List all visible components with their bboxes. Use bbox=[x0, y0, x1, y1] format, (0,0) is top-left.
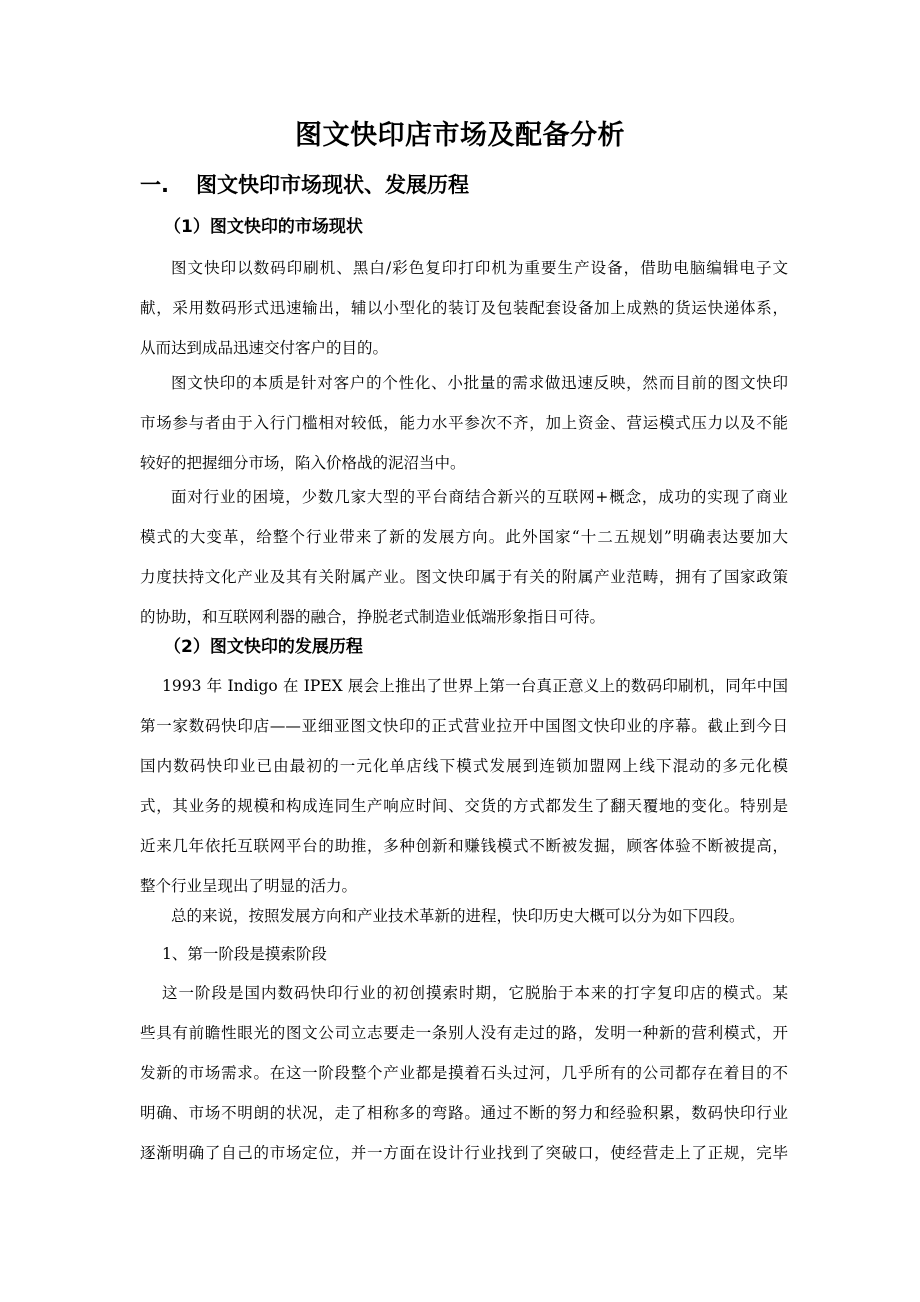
text-line: 近来几年依托互联网平台的助推，多种创新和赚钱模式不断被发掘，顾客体验不断被提高， bbox=[140, 837, 788, 855]
subsection-heading-history: （2）图文快印的发展历程 bbox=[164, 637, 363, 657]
text-line: 式，其业务的规模和构成连同生产响应时间、交货的方式都发生了翻天覆地的变化。特别是 bbox=[140, 797, 788, 815]
text-line: 模式的大变革，给整个行业带来了新的发展方向。此外国家“十二五规划”明确表达要加大 bbox=[140, 528, 788, 546]
text-line: 发新的市场需求。在这一阶段整个产业都是摸着石头过河，几乎所有的公司都存在着目的不 bbox=[140, 1064, 788, 1082]
text-line: 总的来说，按照发展方向和产业技术革新的进程，快印历史大概可以分为如下四段。 bbox=[171, 907, 745, 925]
text-line: 第一家数码快印店——亚细亚图文快印的正式营业拉开中国图文快印业的序幕。截止到今日 bbox=[140, 717, 788, 735]
paragraph-history bbox=[140, 666, 788, 906]
text-line: 国内数码快印业已由最初的一元化单店线下模式发展到连锁加盟网上线下混动的多元化模 bbox=[140, 757, 788, 775]
text-line: 献，采用数码形式迅速输出，辅以小型化的装订及包装配套设备加上成熟的货运快递体系， bbox=[140, 299, 788, 317]
text-line: 较好的把握细分市场，陷入价格战的泥沼当中。 bbox=[140, 454, 466, 472]
text-line: 1993 年 Indigo 在 IPEX 展会上推出了世界上第一台真正意义上的数码印刷机，同年中国 bbox=[162, 677, 788, 695]
stage-1-heading: 1、第一阶段是摸索阶段 bbox=[162, 945, 327, 963]
paragraph-industry-change bbox=[140, 477, 788, 637]
text-line: 逐渐明确了自己的市场定位，并一方面在设计行业找到了突破口，使经营走上了正规，完毕 bbox=[140, 1144, 788, 1162]
text-line: 的协助，和互联网利器的融合，挣脱老式制造业低端形象指日可待。 bbox=[140, 608, 606, 626]
text-line: 力度扶持文化产业及其有关附属产业。图文快印属于有关的附属产业范畴，拥有了国家政策 bbox=[140, 568, 788, 586]
text-line: 图文快印以数码印刷机、黑白/彩色复印打印机为重要生产设备，借助电脑编辑电子文 bbox=[171, 259, 788, 277]
text-line: 从而达到成品迅速交付客户的目的。 bbox=[140, 339, 389, 357]
stage-heading bbox=[140, 934, 788, 974]
section-heading-text: 图文快印市场现状、发展历程 bbox=[196, 173, 469, 197]
subsection-heading-market-status: （1）图文快印的市场现状 bbox=[164, 217, 363, 237]
text-line: 些具有前瞻性眼光的图文公司立志要走一条别人没有走过的路，发明一种新的营利模式，开 bbox=[140, 1024, 788, 1042]
text-line: 图文快印的本质是针对客户的个性化、小批量的需求做迅速反映，然而目前的图文快印 bbox=[171, 374, 788, 392]
paragraph-definition bbox=[140, 248, 788, 368]
text-line: 面对行业的困境，少数几家大型的平台商结合新兴的互联网+概念，成功的实现了商业 bbox=[171, 488, 788, 506]
text-line: 明确、市场不明朗的状况，走了相称多的弯路。通过不断的努力和经验积累，数码快印行业 bbox=[140, 1104, 788, 1122]
paragraph-stage-1 bbox=[140, 973, 788, 1173]
text-line: 这一阶段是国内数码快印行业的初创摸索时期，它脱胎于本来的打字复印店的模式。某 bbox=[162, 984, 788, 1002]
text-line: 整个行业呈现出了明显的活力。 bbox=[140, 877, 358, 895]
paragraph-nature bbox=[140, 363, 788, 483]
paragraph-summary bbox=[140, 896, 788, 936]
text-line: 市场参与者由于入行门槛相对较低，能力水平参次不齐，加上资金、营运模式压力以及不能 bbox=[140, 414, 788, 432]
section-number: 一. bbox=[140, 173, 169, 197]
section-heading-1 bbox=[140, 170, 469, 200]
document-title: 图文快印店市场及配备分析 bbox=[295, 120, 625, 151]
